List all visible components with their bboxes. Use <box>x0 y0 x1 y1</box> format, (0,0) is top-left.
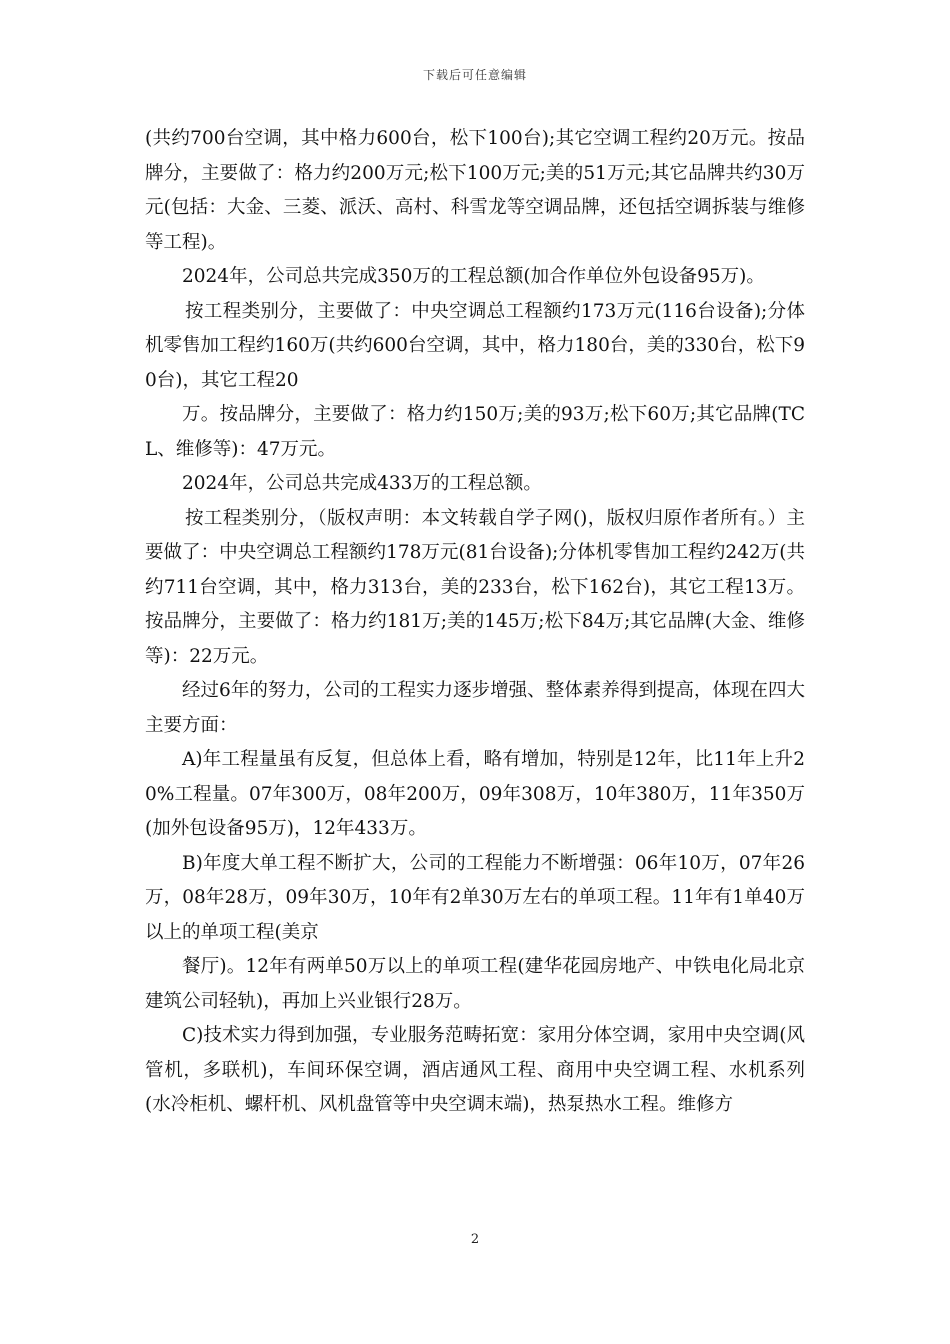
paragraph: 经过6年的努力，公司的工程实力逐步增强、整体素养得到提高，体现在四大主要方面： <box>145 680 805 736</box>
paragraph: B)年度大单工程不断扩大，公司的工程能力不断增强：06年10万，07年26万，08年28万，09年30万，10年有2单30万左右的单项工程。11年有1单40万以上的单项工程(美京 <box>145 852 805 943</box>
paragraph: (共约700台空调，其中格力600台，松下100台);其它空调工程约20万元。按品牌分，主要做了：格力约200万元;松下100万元;美的51万元;其它品牌共约30万元(包括：大金、三菱、派沃、高村、科雪龙等空调品牌，还包括空调拆装与维修等工程)。 <box>145 128 805 253</box>
paragraph: 餐厅)。12年有两单50万以上的单项工程(建华花园房地产、中铁电化局北京建筑公司轻轨)，再加上兴业银行28万。 <box>145 956 805 1012</box>
document-body <box>145 122 805 1123</box>
page-number: 2 <box>470 1232 480 1247</box>
paragraph: 2024年，公司总共完成433万的工程总额。 <box>182 473 542 494</box>
paragraph: 万。按品牌分，主要做了：格力约150万;美的93万;松下60万;其它品牌(TCL、维修等)：47万元。 <box>145 404 805 460</box>
paragraph: A)年工程量虽有反复，但总体上看，略有增加，特别是12年，比11年上升20%工程量。07年300万，08年200万，09年308万，10年380万，11年350万(加外包设备95万)，12年433万。 <box>145 749 805 839</box>
paragraph: C)技术实力得到加强，专业服务范畴拓宽：家用分体空调，家用中央空调(风管机，多联机)，车间环保空调，酒店通风工程、商用中央空调工程、水机系列(水冷柜机、螺杆机、风机盘管等中央空调末端)，热泵热水工程。维修方 <box>145 1025 805 1115</box>
paragraph: 按工程类别分，（版权声明：本文转载自学子网()，版权归原作者所有。）主要做了：中央空调总工程额约178万元(81台设备);分体机零售加工程约242万(共约711台空调，其中，格力313台，美的233台，松下162台)，其它工程13万。按品牌分，主要做了：格力约181万;美的145万;松下84万;其它品牌(大金、维修等)：22万元。 <box>145 507 805 667</box>
paragraph: 2024年，公司总共完成350万的工程总额(加合作单位外包设备95万)。 <box>182 266 765 287</box>
paragraph: 按工程类别分，主要做了：中央空调总工程额约173万元(116台设备);分体机零售加工程约160万(共约600台空调，其中，格力180台，美的330台，松下90台)，其它工程20 <box>145 300 805 391</box>
page-header: 下载后可任意编辑 <box>422 68 527 82</box>
